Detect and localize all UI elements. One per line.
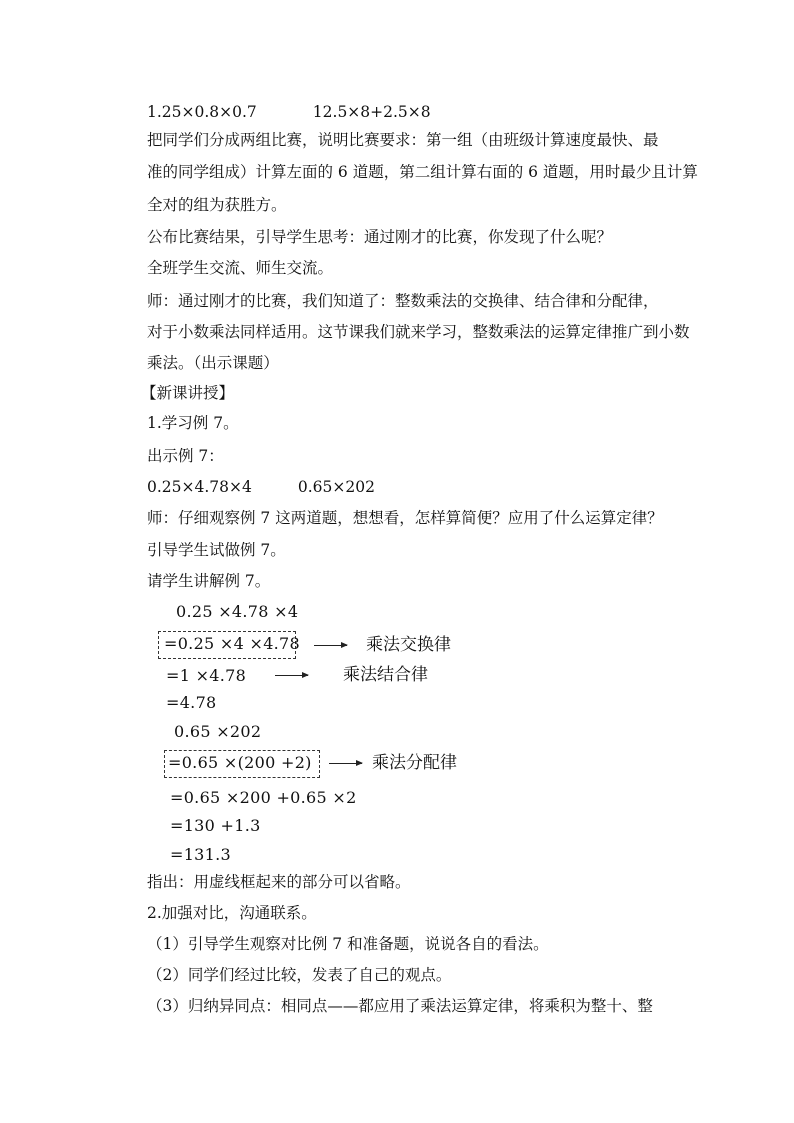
calc2-law: 乘法分配律 bbox=[372, 753, 457, 773]
section-title: 【新课讲授】 bbox=[141, 384, 235, 402]
calc1-line-2: =1 ×4.78 bbox=[166, 666, 247, 685]
calc1-law-1: 乘法交换律 bbox=[366, 635, 451, 655]
warmup-left: 1.25×0.8×0.7 bbox=[147, 103, 257, 121]
calc1-line-1: =0.25 ×4 ×4.78 bbox=[164, 634, 301, 653]
item-1: 1.学习例 7。 bbox=[147, 414, 239, 432]
p4-line-1: 师：通过刚才的比赛，我们知道了：整数乘法的交换律、结合律和分配律， bbox=[147, 292, 659, 310]
guide-try: 引导学生试做例 7。 bbox=[147, 541, 286, 559]
p1-line-3: 全对的组为获胜方。 bbox=[147, 196, 287, 214]
teacher-question: 师：仔细观察例 7 这两道题，想想看，怎样算简便？应用了什么运算定律？ bbox=[147, 509, 663, 527]
p2-line: 公布比赛结果，引导学生思考：通过刚才的比赛，你发现了什么呢？ bbox=[147, 228, 613, 246]
p1-line-2: 准的同学组成）计算左面的 6 道题，第二组计算右面的 6 道题，用时最少且计算 bbox=[147, 163, 698, 181]
calc1-arrow-1 bbox=[314, 645, 347, 646]
p3-line: 全班学生交流、师生交流。 bbox=[147, 259, 334, 277]
calc2-line-1: =0.65 ×(200 +2) bbox=[168, 753, 312, 772]
calc2-arrow bbox=[329, 763, 362, 764]
ask-explain: 请学生讲解例 7。 bbox=[147, 572, 271, 590]
calc1-line-3: =4.78 bbox=[166, 693, 217, 712]
example-line bbox=[147, 477, 375, 497]
calc2-line-4: =131.3 bbox=[170, 845, 232, 864]
example-left: 0.25×4.78×4 bbox=[147, 478, 252, 496]
show-example: 出示例 7： bbox=[147, 447, 224, 465]
sub-item-3: （3）归纳异同点：相同点——都应用了乘法运算定律，将乘积为整十、整 bbox=[147, 997, 653, 1015]
item-2: 2.加强对比，沟通联系。 bbox=[147, 904, 317, 922]
calc1-line-0: 0.25 ×4.78 ×4 bbox=[176, 602, 299, 621]
sub-item-2: （2）同学们经过比较，发表了自己的观点。 bbox=[147, 966, 452, 984]
example-right: 0.65×202 bbox=[297, 478, 375, 496]
p4-line-3: 乘法。（出示课题） bbox=[147, 354, 279, 372]
calc2-line-0: 0.65 ×202 bbox=[174, 722, 262, 741]
calc2-line-3: =130 +1.3 bbox=[170, 816, 261, 835]
calc1-arrow-2 bbox=[275, 675, 308, 676]
p1-line-1: 把同学们分成两组比赛，说明比赛要求：第一组（由班级计算速度最快、最 bbox=[147, 131, 659, 149]
sub-item-1: （1）引导学生观察对比例 7 和准备题，说说各自的看法。 bbox=[147, 935, 549, 953]
point-out: 指出：用虚线框起来的部分可以省略。 bbox=[147, 873, 411, 891]
warmup-line bbox=[147, 102, 431, 122]
warmup-right: 12.5×8+2.5×8 bbox=[312, 103, 431, 121]
calc2-line-2: =0.65 ×200 +0.65 ×2 bbox=[170, 788, 357, 807]
p4-line-2: 对于小数乘法同样适用。这节课我们就来学习，整数乘法的运算定律推广到小数 bbox=[147, 323, 690, 341]
calc1-law-2: 乘法结合律 bbox=[343, 665, 428, 685]
